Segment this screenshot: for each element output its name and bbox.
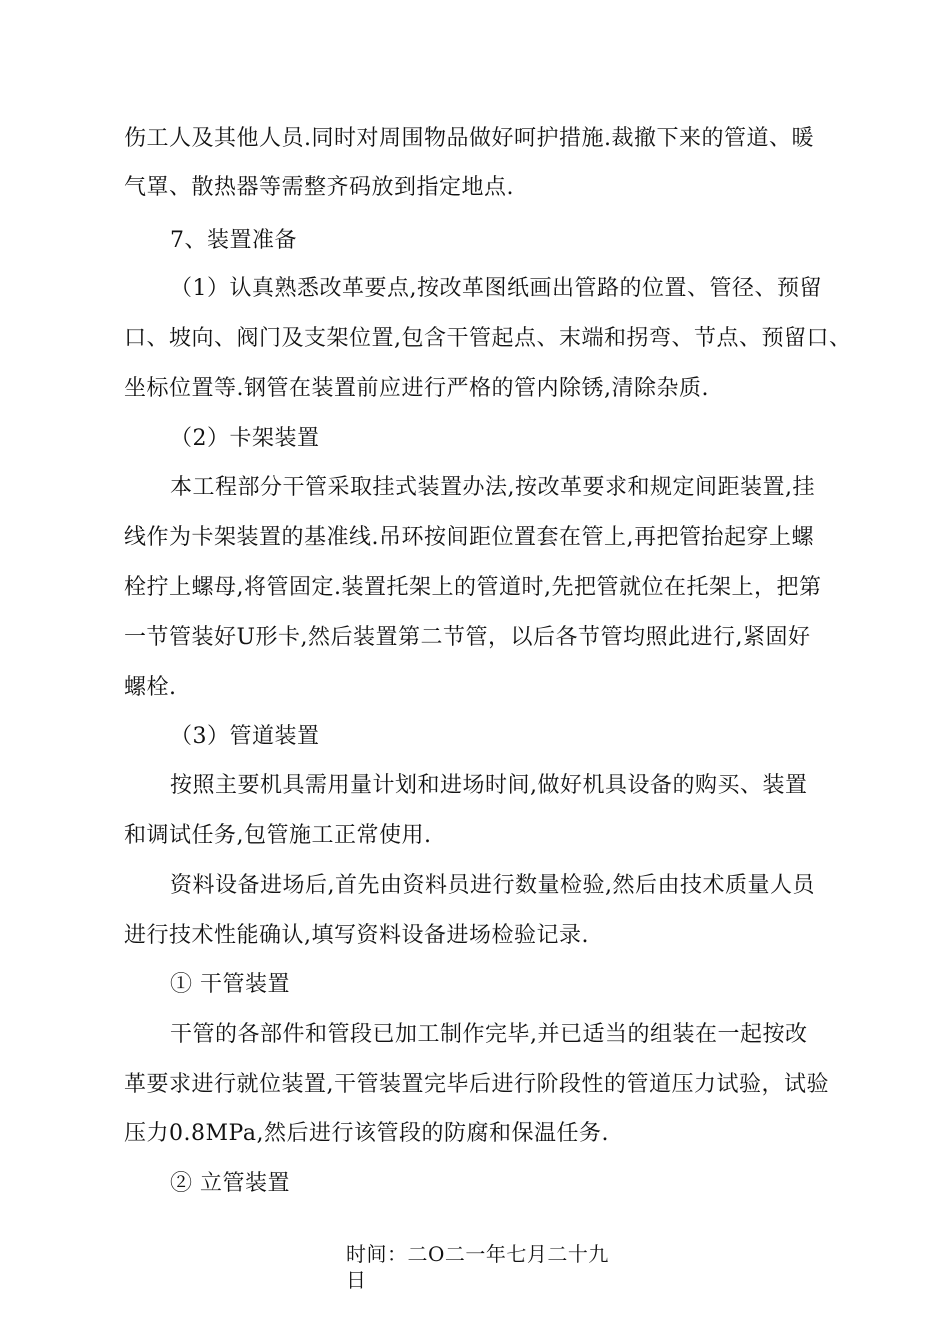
text-line: 革要求进行就位装置,干管装置完毕后进行阶段性的管道压力试验，试验 <box>124 1072 829 1097</box>
text-line: 资料设备进场后,首先由资料员进行数量检验,然后由技术质量人员 <box>170 873 815 898</box>
text-line: 线作为卡架装置的基准线.吊环按间距位置套在管上,再把管抬起穿上螺 <box>124 525 814 550</box>
text-line: 栓拧上螺母,将管固定.装置托架上的管道时,先把管就位在托架上，把第 <box>124 575 822 600</box>
page-footer-date <box>346 1241 609 1293</box>
text-line: 坐标位置等.钢管在装置前应进行严格的管内除锈,清除杂质. <box>124 376 709 401</box>
text-line: 按照主要机具需用量计划和进场时间,做好机具设备的购买、装置 <box>170 773 808 798</box>
footer-date-line-1: 时间：二O二一年七月二十九 <box>346 1242 609 1266</box>
text-line: 螺栓. <box>124 675 177 700</box>
subsection-heading: （2）卡架装置 <box>170 426 320 451</box>
item-heading: ① 干管装置 <box>170 972 290 997</box>
subsection-heading: （3）管道装置 <box>170 724 320 749</box>
text-line: 气罩、散热器等需整齐码放到指定地点. <box>124 175 514 200</box>
item-heading: ② 立管装置 <box>170 1171 290 1196</box>
text-line: （1）认真熟悉改革要点,按改革图纸画出管路的位置、管径、预留 <box>170 276 822 301</box>
text-line: 干管的各部件和管段已加工制作完毕,并已适当的组装在一起按改 <box>170 1022 808 1047</box>
footer-date-line-2: 日 <box>346 1268 367 1292</box>
text-line: 伤工人及其他人员.同时对周围物品做好呵护措施.裁撤下来的管道、暖 <box>124 126 814 151</box>
text-line: 口、坡向、阀门及支架位置,包含干管起点、末端和拐弯、节点、预留口、 <box>124 326 852 351</box>
text-line: 和调试任务,包管施工正常使用. <box>124 823 432 848</box>
section-heading: 7、装置准备 <box>170 228 297 253</box>
text-line: 压力0.8MPa,然后进行该管段的防腐和保温任务. <box>124 1121 609 1146</box>
text-line: 进行技术性能确认,填写资料设备进场检验记录. <box>124 923 589 948</box>
text-line: 本工程部分干管采取挂式装置办法,按改革要求和规定间距装置,挂 <box>170 475 815 500</box>
text-line: 一节管装好U形卡,然后装置第二节管，以后各节管均照此进行,紧固好 <box>124 625 811 650</box>
